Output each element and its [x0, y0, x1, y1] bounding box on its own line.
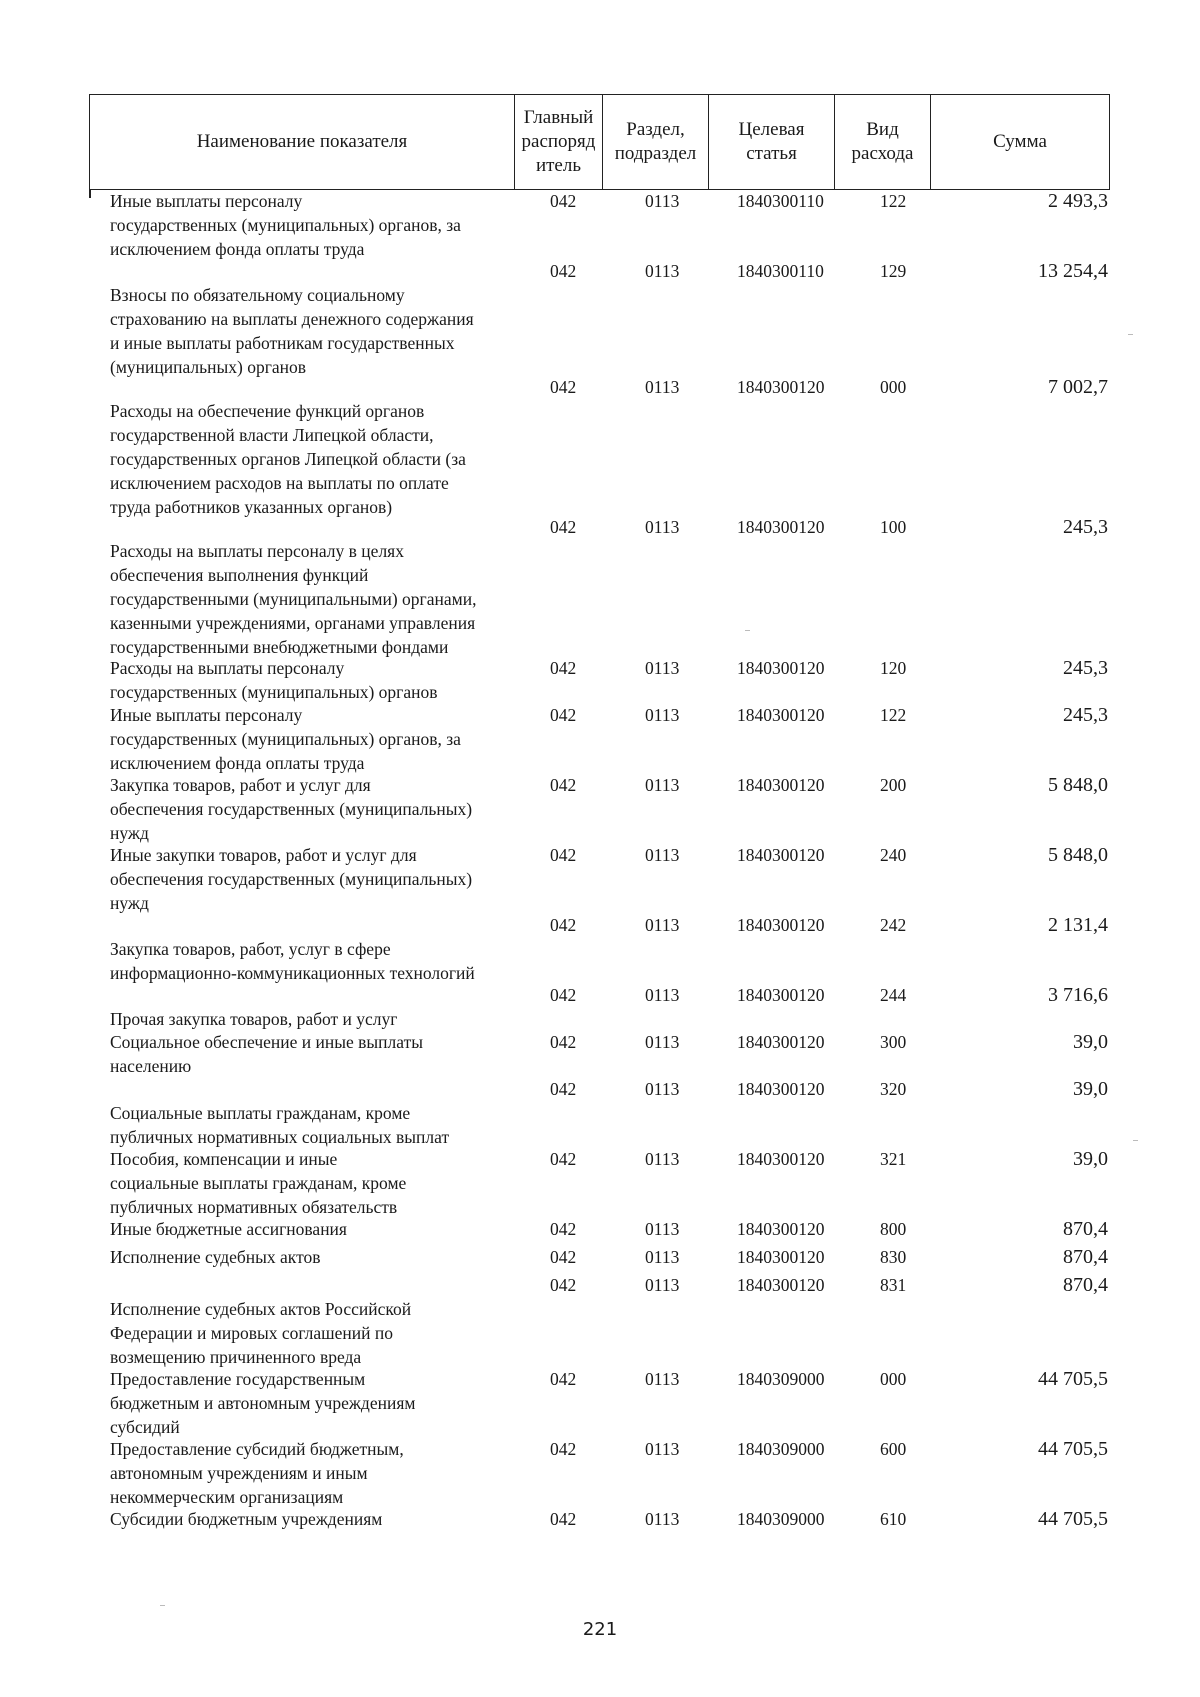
row-glavny: 042 — [550, 845, 577, 865]
row-celevaya: 1840300120 — [737, 1079, 825, 1099]
row-razdel: 0113 — [645, 915, 680, 935]
row-celevaya: 1840300120 — [737, 775, 825, 795]
row-celevaya: 1840300120 — [737, 915, 825, 935]
row-celevaya: 1840300120 — [737, 985, 825, 1005]
row-razdel: 0113 — [645, 1032, 680, 1052]
row-summa: 44 705,5 — [1038, 1508, 1108, 1530]
row-razdel: 0113 — [645, 191, 680, 211]
row-celevaya: 1840300120 — [737, 1032, 825, 1052]
row-summa: 5 848,0 — [1048, 774, 1108, 796]
row-glavny: 042 — [550, 1509, 577, 1529]
row-razdel: 0113 — [645, 1149, 680, 1169]
row-vid: 244 — [880, 985, 907, 1005]
row-name: Предоставление субсидий бюджетным, автономным учреждениям и иным некоммерческим организациям — [110, 1439, 404, 1507]
header-razdel: Раздел, подраздел — [603, 95, 709, 189]
row-vid: 320 — [880, 1079, 907, 1099]
row-vid: 242 — [880, 915, 907, 935]
row-summa: 39,0 — [1073, 1148, 1108, 1170]
row-razdel: 0113 — [645, 517, 680, 537]
row-glavny: 042 — [550, 1439, 577, 1459]
row-vid: 610 — [880, 1509, 907, 1529]
row-razdel: 0113 — [645, 658, 680, 678]
row-celevaya: 1840300110 — [737, 261, 824, 281]
row-vid: 122 — [880, 705, 907, 725]
row-name: Иные выплаты персоналу государственных (муниципальных) органов, за исключением фонда оплаты труда — [110, 191, 461, 259]
scan-mark — [160, 1605, 165, 1606]
row-summa: 5 848,0 — [1048, 844, 1108, 866]
scan-mark — [1133, 1140, 1138, 1141]
row-name: Социальные выплаты гражданам, кроме публичных нормативных социальных выплат — [110, 1103, 450, 1147]
row-summa: 39,0 — [1073, 1078, 1108, 1100]
row-celevaya: 1840300120 — [737, 377, 825, 397]
row-name: Прочая закупка товаров, работ и услуг — [110, 1009, 398, 1029]
row-razdel: 0113 — [645, 1219, 680, 1239]
row-vid: 830 — [880, 1247, 907, 1267]
row-celevaya: 1840300120 — [737, 517, 825, 537]
row-glavny: 042 — [550, 1369, 577, 1389]
row-vid: 300 — [880, 1032, 907, 1052]
row-name: Исполнение судебных актов Российской Федерации и мировых соглашений по возмещению причиненного вреда — [110, 1299, 412, 1367]
scan-mark — [745, 630, 750, 631]
row-vid: 000 — [880, 1369, 907, 1389]
header-vid-raskhoda: Вид расхода — [835, 95, 931, 189]
row-razdel: 0113 — [645, 1275, 680, 1295]
row-celevaya: 1840300120 — [737, 1247, 825, 1267]
row-vid: 200 — [880, 775, 907, 795]
row-razdel: 0113 — [645, 1439, 680, 1459]
row-razdel: 0113 — [645, 1369, 680, 1389]
row-name: Закупка товаров, работ и услуг для обеспечения государственных (муниципальных) нужд — [110, 775, 473, 843]
row-razdel: 0113 — [645, 705, 680, 725]
row-summa: 2 131,4 — [1048, 914, 1108, 936]
row-razdel: 0113 — [645, 775, 680, 795]
row-vid: 321 — [880, 1149, 907, 1169]
row-glavny: 042 — [550, 1149, 577, 1169]
row-summa: 245,3 — [1063, 657, 1108, 679]
row-summa: 245,3 — [1063, 704, 1108, 726]
row-celevaya: 1840300120 — [737, 705, 825, 725]
row-glavny: 042 — [550, 658, 577, 678]
row-glavny: 042 — [550, 985, 577, 1005]
header-celevaya-statya: Целевая статья — [709, 95, 835, 189]
row-name: Иные бюджетные ассигнования — [110, 1219, 347, 1239]
row-celevaya: 1840300110 — [737, 191, 824, 211]
row-glavny: 042 — [550, 1079, 577, 1099]
row-celevaya: 1840300120 — [737, 1149, 825, 1169]
row-glavny: 042 — [550, 1275, 577, 1295]
row-name: Закупка товаров, работ, услуг в сфере информационно-коммуникационных технологий — [110, 939, 475, 983]
row-summa: 44 705,5 — [1038, 1368, 1108, 1390]
row-celevaya: 1840300120 — [737, 1219, 825, 1239]
row-name: Взносы по обязательному социальному страхованию на выплаты денежного содержания и иные выплаты работникам государственных (муниципальных) органов — [110, 285, 474, 377]
row-summa: 870,4 — [1063, 1274, 1108, 1296]
header-summa: Сумма — [993, 131, 1047, 152]
row-glavny: 042 — [550, 915, 577, 935]
row-glavny: 042 — [550, 705, 577, 725]
scan-mark — [1128, 334, 1133, 335]
row-summa: 39,0 — [1073, 1031, 1108, 1053]
row-name: Расходы на выплаты персоналу в целях обеспечения выполнения функций государственными (муниципальными) органами, казенными учреждениями, органами управления государственными внебюджетными фондами — [110, 541, 477, 657]
row-razdel: 0113 — [645, 261, 680, 281]
row-vid: 122 — [880, 191, 907, 211]
row-razdel: 0113 — [645, 377, 680, 397]
row-summa: 3 716,6 — [1048, 984, 1108, 1006]
row-celevaya: 1840300120 — [737, 845, 825, 865]
table-left-border — [89, 190, 91, 198]
row-glavny: 042 — [550, 191, 577, 211]
header-name: Наименование показателя — [90, 95, 515, 189]
row-name: Иные выплаты персоналу государственных (муниципальных) органов, за исключением фонда оплаты труда — [110, 705, 461, 773]
row-name: Иные закупки товаров, работ и услуг для обеспечения государственных (муниципальных) нужд — [110, 845, 473, 913]
row-glavny: 042 — [550, 261, 577, 281]
row-celevaya: 1840309000 — [737, 1439, 825, 1459]
row-glavny: 042 — [550, 1032, 577, 1052]
row-name: Исполнение судебных актов — [110, 1247, 321, 1267]
row-razdel: 0113 — [645, 1079, 680, 1099]
row-name: Расходы на выплаты персоналу государственных (муниципальных) органов — [110, 658, 438, 702]
row-razdel: 0113 — [645, 1509, 680, 1529]
row-glavny: 042 — [550, 1247, 577, 1267]
row-vid: 129 — [880, 261, 907, 281]
row-vid: 240 — [880, 845, 907, 865]
page-number: 221 — [582, 1619, 618, 1640]
row-name: Субсидии бюджетным учреждениям — [110, 1509, 383, 1529]
row-summa: 44 705,5 — [1038, 1438, 1108, 1460]
row-name: Пособия, компенсации и иные социальные выплаты гражданам, кроме публичных нормативных обязательств — [110, 1149, 407, 1217]
row-razdel: 0113 — [645, 1247, 680, 1267]
row-celevaya: 1840309000 — [737, 1509, 825, 1529]
row-vid: 100 — [880, 517, 907, 537]
table-header — [89, 94, 1110, 190]
row-vid: 800 — [880, 1219, 907, 1239]
row-celevaya: 1840300120 — [737, 658, 825, 678]
row-summa: 13 254,4 — [1038, 260, 1108, 282]
row-vid: 831 — [880, 1275, 907, 1295]
row-razdel: 0113 — [645, 985, 680, 1005]
row-celevaya: 1840300120 — [737, 1275, 825, 1295]
row-glavny: 042 — [550, 775, 577, 795]
row-summa: 7 002,7 — [1048, 376, 1108, 398]
row-glavny: 042 — [550, 1219, 577, 1239]
row-name: Расходы на обеспечение функций органов государственной власти Липецкой области, государственных органов Липецкой области (за исключением расходов на выплаты по оплате труда работников указанных органов) — [110, 401, 466, 517]
row-summa: 870,4 — [1063, 1218, 1108, 1240]
row-vid: 120 — [880, 658, 907, 678]
row-celevaya: 1840309000 — [737, 1369, 825, 1389]
row-razdel: 0113 — [645, 845, 680, 865]
row-summa: 870,4 — [1063, 1246, 1108, 1268]
row-vid: 000 — [880, 377, 907, 397]
header-glavny-rasporyaditel: Главный распоряд итель — [515, 95, 603, 189]
row-glavny: 042 — [550, 377, 577, 397]
row-name: Предоставление государственным бюджетным и автономным учреждениям субсидий — [110, 1369, 416, 1437]
row-vid: 600 — [880, 1439, 907, 1459]
row-name: Социальное обеспечение и иные выплаты населению — [110, 1032, 424, 1076]
row-summa: 245,3 — [1063, 516, 1108, 538]
row-summa: 2 493,3 — [1048, 190, 1108, 212]
row-glavny: 042 — [550, 517, 577, 537]
